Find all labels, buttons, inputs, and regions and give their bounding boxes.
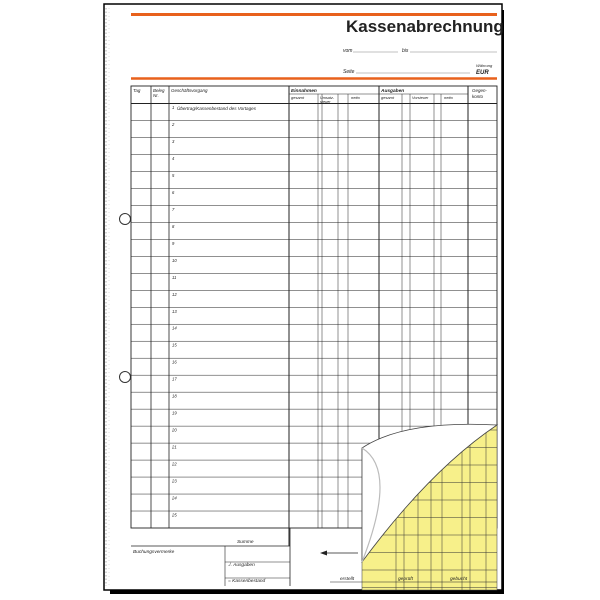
row-number: 4	[172, 155, 175, 161]
row-number: 19	[172, 410, 177, 416]
row-number: 5	[172, 172, 175, 178]
row-number: 23	[172, 478, 177, 484]
col-header-ein-gesamt: gesamt	[291, 95, 305, 100]
punch-hole-top	[120, 214, 131, 225]
buchungsvermerke-label: Buchungsvermerke	[133, 550, 175, 555]
vom-label: vom	[343, 48, 353, 54]
bis-label: bis	[402, 48, 409, 54]
col-header-ust-1: Umsatz-	[320, 96, 335, 100]
row-number: 14	[172, 325, 177, 331]
ausgaben-label: ./. Ausgaben	[228, 563, 255, 568]
seite-label: Seite	[343, 69, 355, 75]
col-header-vorsteuer: Vorsteuer	[412, 96, 429, 100]
row-number: 16	[172, 359, 177, 365]
row-number: 12	[172, 291, 177, 297]
col-header-einnahmen: Einnahmen	[291, 89, 317, 94]
row-number: 18	[172, 393, 177, 399]
row-number: 21	[172, 444, 177, 450]
col-header-ausgaben: Ausgaben	[381, 89, 405, 94]
col-header-tag: Tag	[133, 88, 141, 93]
row-number: 9	[172, 240, 175, 246]
col-header-ein-netto: netto	[351, 95, 360, 100]
row-number: 7	[172, 206, 175, 212]
kassenbestand-label: = Kassenbestand	[228, 579, 266, 584]
col-header-beleg-1: Beleg	[153, 88, 165, 93]
row-number: 20	[172, 427, 177, 433]
row-1-description: Übertrag/Kassenbestand des Vortages	[177, 106, 256, 111]
col-header-ust-2: steuer	[320, 100, 331, 104]
form-title: Kassenabrechnung	[346, 17, 504, 36]
col-header-aus-gesamt: gesamt	[381, 95, 395, 100]
col-header-vorgang: Geschäftsvorgang	[171, 88, 208, 93]
col-header-beleg-2: Nr.	[153, 93, 159, 98]
summe-label: Summe	[237, 540, 254, 545]
col-header-gegenkonto-2: konto	[472, 94, 484, 99]
row-number: 10	[172, 257, 177, 263]
gebucht-label: gebucht	[450, 577, 468, 582]
row-number: 8	[172, 223, 175, 229]
row-number: 1	[172, 105, 175, 110]
row-number: 3	[172, 138, 175, 144]
row-number: 22	[172, 461, 177, 467]
row-number: 17	[172, 376, 177, 382]
punch-hole-bottom	[120, 372, 131, 383]
currency-value: EUR	[476, 70, 489, 76]
erstellt-label: erstellt	[340, 577, 355, 582]
row-number: 24	[172, 495, 177, 501]
geprueft-label: geprüft	[398, 577, 413, 582]
col-header-aus-netto: netto	[444, 95, 453, 100]
row-number: 6	[172, 189, 175, 195]
col-header-gegenkonto-1: Gegen-	[472, 88, 488, 93]
currency-label: Währung	[476, 63, 493, 68]
row-number: 11	[172, 274, 177, 280]
row-number: 2	[172, 121, 175, 127]
row-number: 25	[172, 512, 177, 518]
row-number: 15	[172, 342, 177, 348]
row-number: 13	[172, 308, 177, 314]
